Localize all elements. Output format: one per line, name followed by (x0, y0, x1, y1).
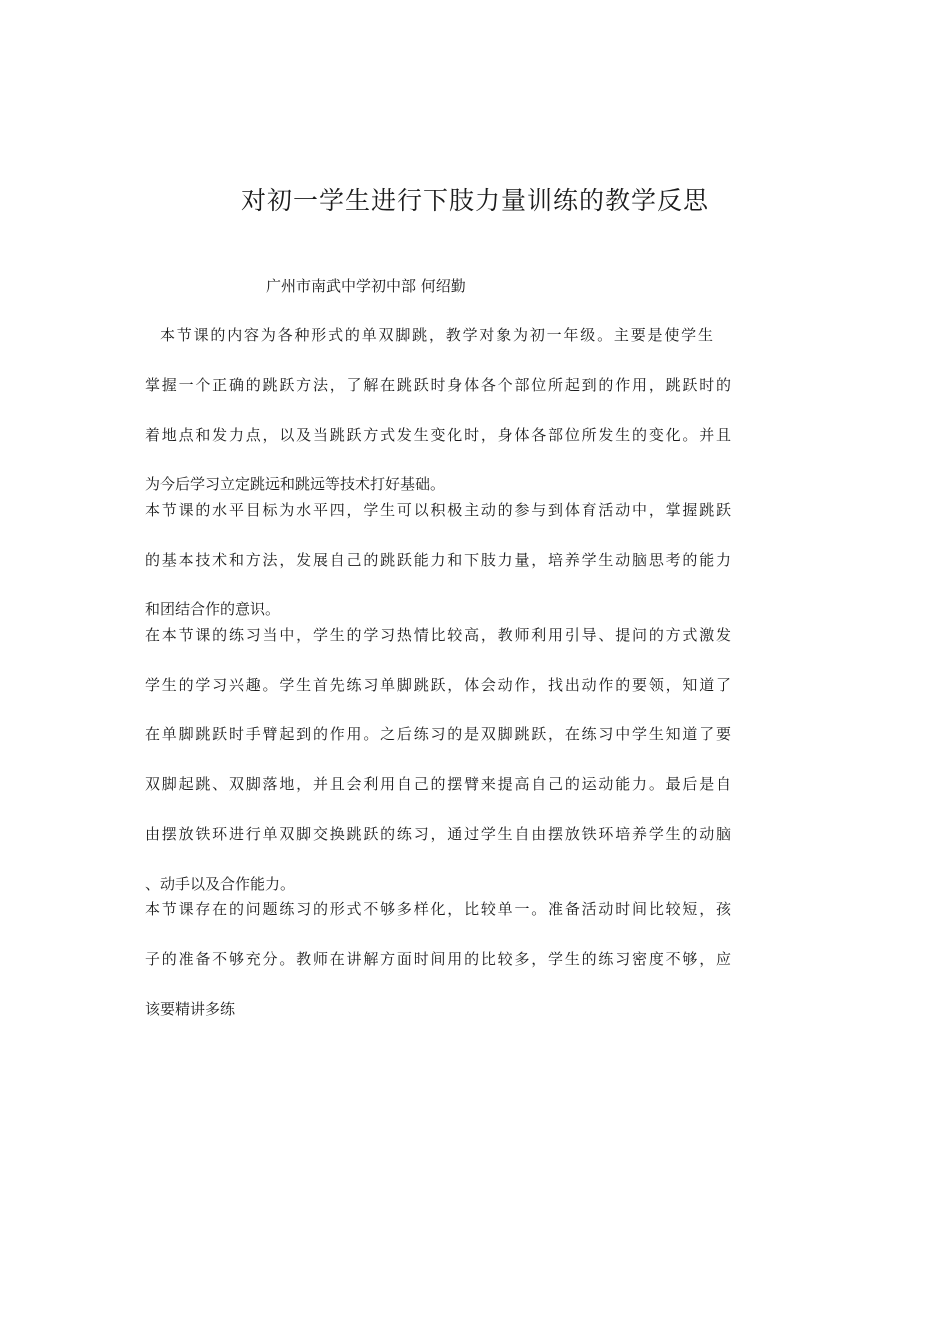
body-line: 掌握一个正确的跳跃方法，了解在跳跃时身体各个部位所起到的作用，跳跃时的 (145, 376, 731, 394)
author-line: 广州市南武中学初中部 何绍勤 (266, 277, 466, 295)
body-line: 为今后学习立定跳远和跳远等技术打好基础。 (145, 475, 446, 493)
body-line: 着地点和发力点，以及当跳跃方式发生变化时，身体各部位所发生的变化。并且 (145, 426, 731, 444)
body-line: 该要精讲多练 (145, 1000, 236, 1018)
body-line: 、动手以及合作能力。 (145, 875, 296, 893)
body-line: 本节课存在的问题练习的形式不够多样化，比较单一。准备活动时间比较短，孩 (145, 900, 731, 918)
body-line: 和团结合作的意识。 (145, 600, 281, 618)
document-title: 对初一学生进行下肢力量训练的教学反思 (240, 186, 709, 215)
body-line: 本节课的水平目标为水平四，学生可以积极主动的参与到体育活动中，掌握跳跃 (145, 501, 731, 519)
body-line: 学生的学习兴趣。学生首先练习单脚跳跃，体会动作，找出动作的要领，知道了 (145, 676, 731, 694)
body-line: 本节课的内容为各种形式的单双脚跳，教学对象为初一年级。主要是使学生 (160, 326, 713, 344)
body-line: 双脚起跳、双脚落地，并且会利用自己的摆臂来提高自己的运动能力。最后是自 (145, 775, 731, 793)
body-line: 在本节课的练习当中，学生的学习热情比较高，教师利用引导、提问的方式激发 (145, 626, 731, 644)
body-line: 的基本技术和方法，发展自己的跳跃能力和下肢力量，培养学生动脑思考的能力 (145, 551, 731, 569)
body-line: 由摆放铁环进行单双脚交换跳跃的练习，通过学生自由摆放铁环培养学生的动脑 (145, 825, 731, 843)
body-line: 在单脚跳跃时手臂起到的作用。之后练习的是双脚跳跃，在练习中学生知道了要 (145, 725, 731, 743)
body-line: 子的准备不够充分。教师在讲解方面时间用的比较多，学生的练习密度不够，应 (145, 950, 731, 968)
